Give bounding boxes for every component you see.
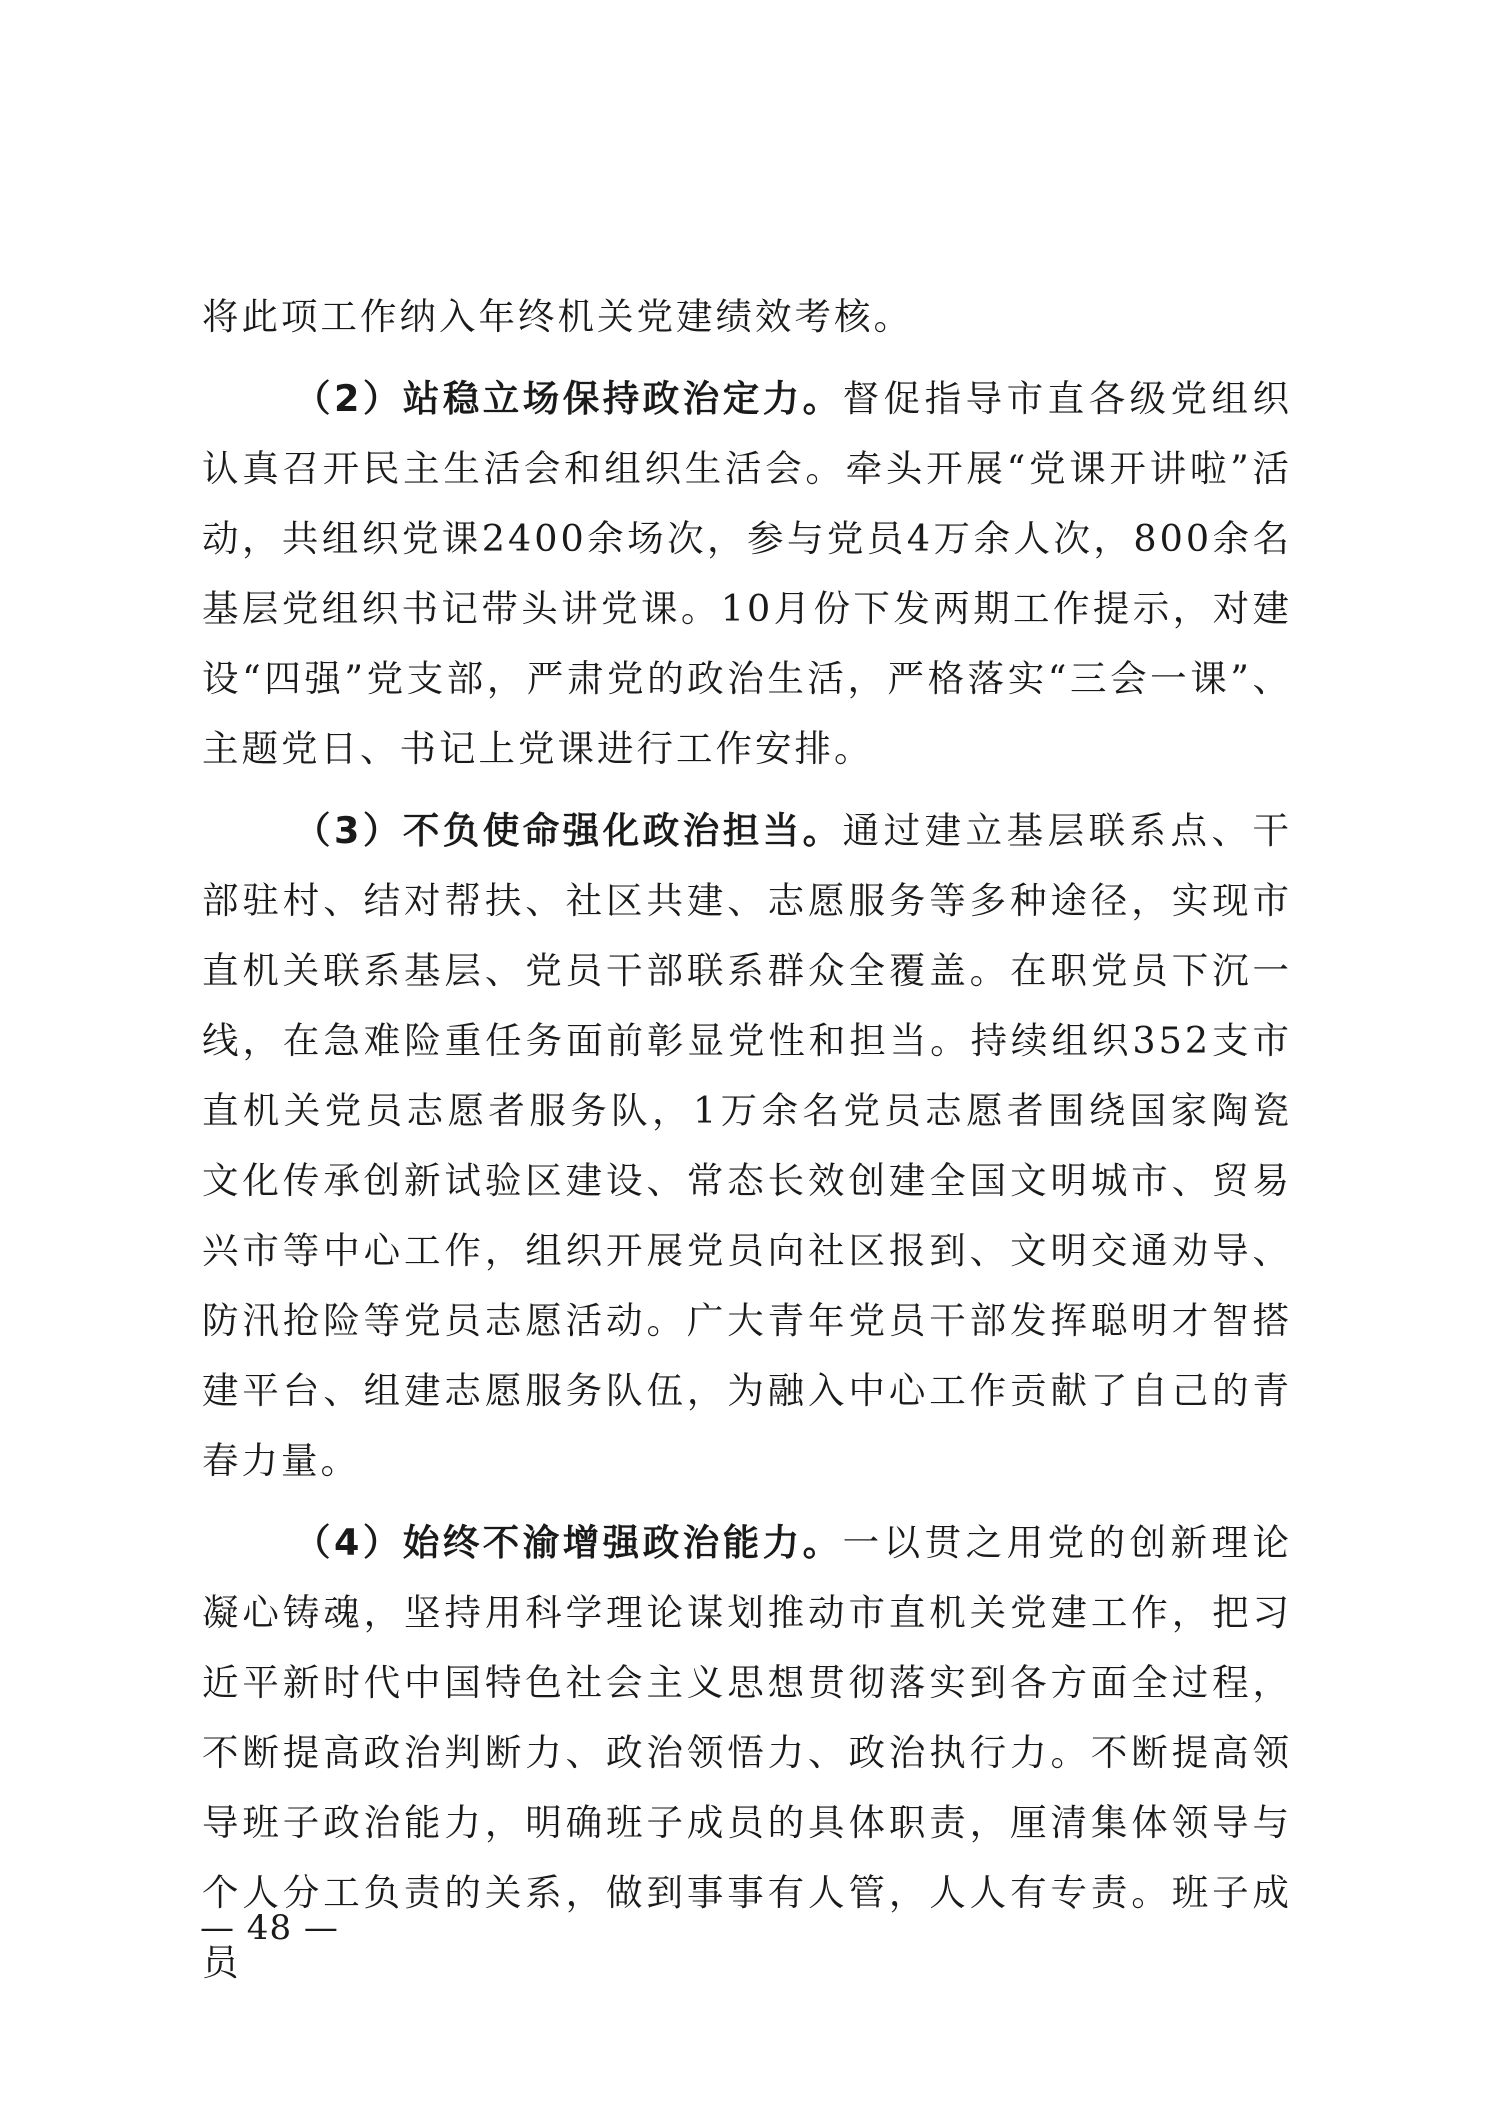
document-body	[202, 282, 1292, 1998]
paragraph-continuation	[202, 282, 1292, 352]
page-number: — 48 —	[200, 1908, 339, 1948]
paragraph-text: 将此项工作纳入年终机关党建绩效考核。	[202, 295, 913, 338]
paragraph-stand-firm	[202, 364, 1292, 784]
paragraph-heading: （4）始终不渝增强政治能力。	[294, 1521, 843, 1564]
paragraph-political-responsibility	[202, 796, 1292, 1496]
paragraph-text: 通过建立基层联系点、干部驻村、结对帮扶、社区共建、志愿服务等多种途径，实现市直机关联系基层、党员干部联系群众全覆盖。在职党员下沉一线，在急难险重任务面前彰显党性和担当。持续组织352支市直机关党员志愿者服务队，1万余名党员志愿者围绕国家陶瓷文化传承创新试验区建设、常态长效创建全国文明城市、贸易兴市等中心工作，组织开展党员向社区报到、文明交通劝导、防汛抢险等党员志愿活动。广大青年党员干部发挥聪明才智搭建平台、组建志愿服务队伍，为融入中心工作贡献了自己的青春力量。	[202, 809, 1293, 1482]
paragraph-text: 督促指导市直各级党组织认真召开民主生活会和组织生活会。牵头开展“党课开讲啦”活动，共组织党课2400余场次，参与党员4万余人次，800余名基层党组织书记带头讲党课。10月份下发两期工作提示，对建设“四强”党支部，严肃党的政治生活，严格落实“三会一课”、主题党日、书记上党课进行工作安排。	[202, 377, 1293, 770]
paragraph-heading: （2）站稳立场保持政治定力。	[294, 377, 843, 420]
paragraph-text: 一以贯之用党的创新理论凝心铸魂，坚持用科学理论谋划推动市直机关党建工作，把习近平新时代中国特色社会主义思想贯彻落实到各方面全过程，不断提高政治判断力、政治领悟力、政治执行力。不断提高领导班子政治能力，明确班子成员的具体职责，厘清集体领导与个人分工负责的关系，做到事事有人管，人人有专责。班子成员	[202, 1521, 1293, 1984]
paragraph-heading: （3）不负使命强化政治担当。	[294, 809, 843, 852]
paragraph-political-ability	[202, 1508, 1292, 1998]
